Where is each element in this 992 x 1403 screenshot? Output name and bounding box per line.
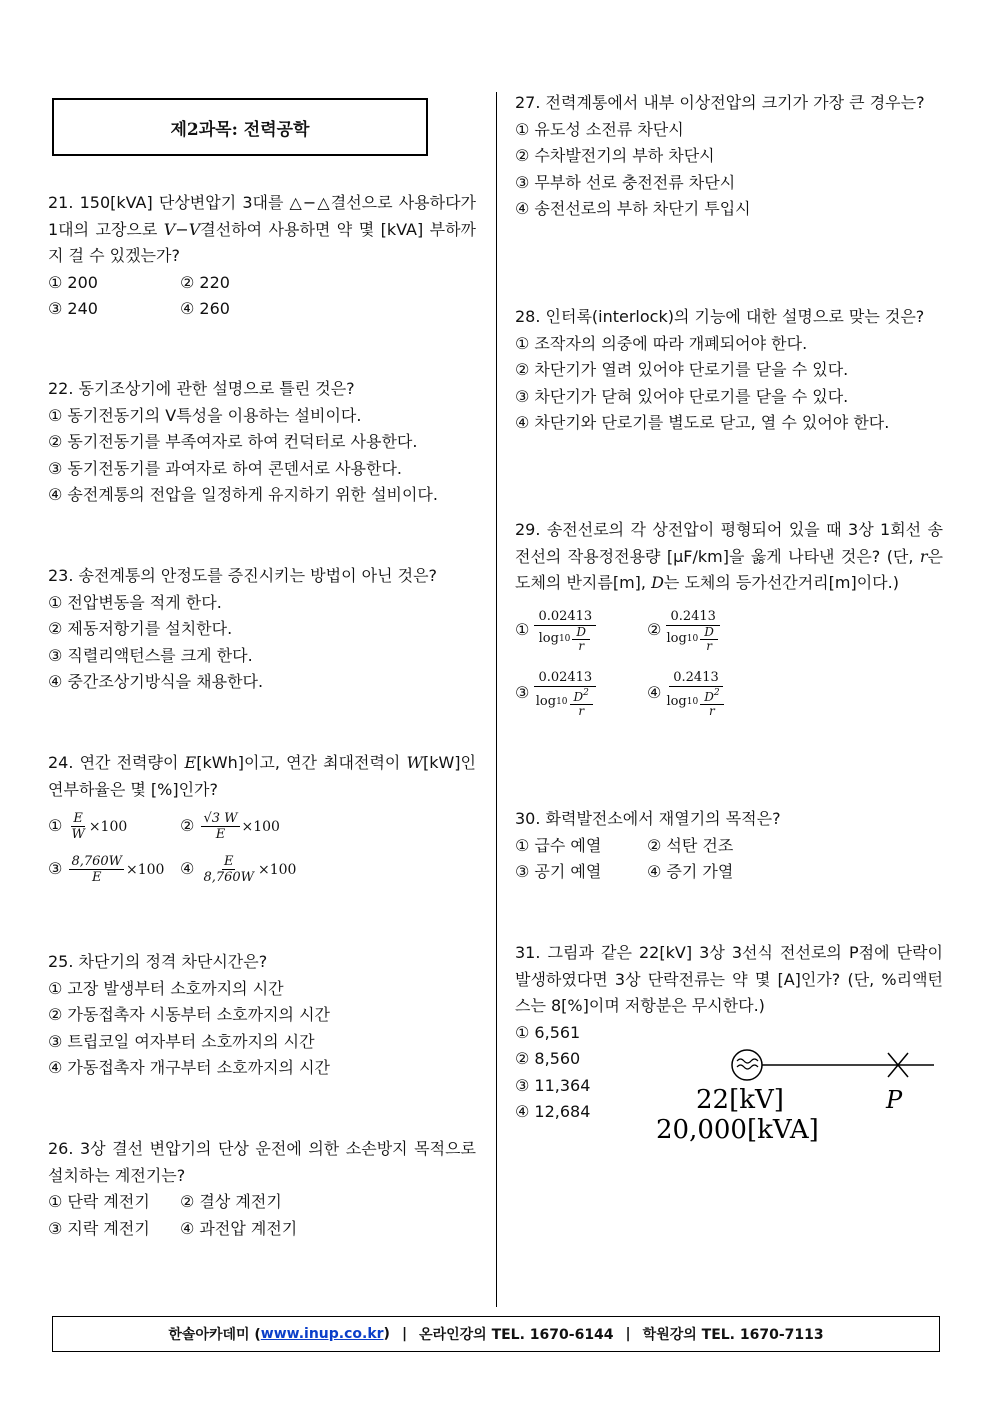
option-4[interactable]: ④ 0.2413 log 10 $\frac{D^2}{r}$	[647, 670, 726, 718]
option-3[interactable]: ③ 지락 계전기	[48, 1218, 150, 1238]
option-3[interactable]: ③ 무부하 선로 충전전류 차단시	[515, 172, 736, 192]
option-4[interactable]: ④ 12,684	[515, 1102, 591, 1121]
option-2[interactable]: ② 동기전동기를 부족여자로 하여 컨덕터로 사용한다.	[48, 432, 418, 451]
option-3[interactable]: ③ 직렬리액턴스를 크게 한다.	[48, 645, 253, 665]
option-3[interactable]: ③ 트립코일 여자부터 소호까지의 시간	[48, 1031, 315, 1051]
section-title: 제2과목: 전력공학	[52, 98, 428, 156]
option-3[interactable]: ③ 240	[48, 299, 98, 318]
option-4[interactable]: ④ 송전계통의 전압을 일정하게 유지하기 위한 설비이다.	[48, 485, 438, 504]
question-26-stem: 26. 3상 결선 변압기의 단상 운전에 의한 소손방지 목적으로 설치하는 계전기는?	[48, 1139, 476, 1185]
option-4[interactable]: ④ 260	[180, 299, 230, 318]
option-4[interactable]: ④ 과전압 계전기	[180, 1218, 298, 1238]
option-1[interactable]: ① $\frac{E}{W}$ ×100	[48, 810, 128, 842]
option-1[interactable]: ① 동기전동기의 V특성을 이용하는 설비이다.	[48, 405, 362, 425]
generator-icon	[732, 1050, 762, 1080]
offline-phone: 학원강의 TEL. 1670-7113	[642, 1327, 824, 1343]
option-1[interactable]: ① 전압변동을 적게 한다.	[48, 592, 222, 612]
option-1[interactable]: ① 고장 발생부터 소호까지의 시간	[48, 978, 284, 998]
option-2[interactable]: ② 석탄 건조	[647, 835, 734, 855]
question-27	[515, 90, 943, 223]
circuit-diagram	[650, 1040, 940, 1150]
option-2[interactable]: ② 결상 계전기	[180, 1192, 282, 1211]
question-24	[48, 750, 476, 887]
capacity-label: 20,000[kVA]	[656, 1115, 819, 1145]
question-30-stem: 30. 화력발전소에서 재열기의 목적은?	[515, 809, 781, 828]
academy-link[interactable]: www.inup.co.kr	[260, 1326, 384, 1342]
option-3[interactable]: ③ 동기전동기를 과여자로 하여 콘덴서로 사용한다.	[48, 458, 402, 478]
option-4[interactable]: ④ 중간조상기방식을 채용한다.	[48, 672, 264, 691]
option-4[interactable]: ④ 차단기와 단로기를 별도로 닫고, 열 수 있어야 한다.	[515, 413, 890, 432]
option-1[interactable]: ① 급수 예열	[515, 835, 602, 855]
question-21	[48, 190, 476, 323]
voltage-label: 22[kV]	[696, 1085, 784, 1115]
option-4[interactable]: ④ 가동접촉자 개구부터 소호까지의 시간	[48, 1058, 330, 1077]
option-2[interactable]: ② 제동저항기를 설치한다.	[48, 619, 233, 638]
option-1[interactable]: ① 단락 계전기	[48, 1192, 150, 1211]
question-29-stem: 29. 송전선로의 각 상전압이 평형되어 있을 때 3상 1회선 송전선의 작용정전용량 [μF/km]을 옳게 나타낸 것은? (단, r은 도체의 반지름[m], D는 도체의 등가선간거리[m]이다.)	[515, 520, 943, 592]
option-3[interactable]: ③ 차단기가 닫혀 있어야 단로기를 닫을 수 있다.	[515, 386, 849, 406]
question-23-stem: 23. 송전계통의 안정도를 증진시키는 방법이 아닌 것은?	[48, 566, 438, 585]
option-2[interactable]: ② 가동접촉자 시동부터 소호까지의 시간	[48, 1005, 330, 1024]
option-2[interactable]: ② $\frac{√3 W}{E}$ ×100	[180, 810, 280, 842]
question-23	[48, 563, 488, 696]
fault-point-label: P	[886, 1086, 903, 1114]
footer-bar: 한솔아카데미 ( www.inup.co.kr ) | 온라인강의 TEL. 1670-6144 | 학원강의 TEL. 1670-7113	[52, 1316, 940, 1352]
option-2[interactable]: ② 수차발전기의 부하 차단시	[515, 146, 715, 165]
option-4[interactable]: ④ 송전선로의 부하 차단기 투입시	[515, 199, 751, 218]
academy-name: 한솔아카데미 (	[168, 1327, 261, 1343]
question-21-stem: 21. 150[kVA] 단상변압기 3대를 △−△결선으로 사용하다가 1대의 고장으로 V−V결선하여 사용하면 약 몇 [kVA] 부하까지 걸 수 있겠는가?	[48, 193, 476, 265]
option-1[interactable]: ① 0.02413 log 10 $\frac{D}{r}$	[515, 609, 647, 653]
question-22	[48, 376, 488, 509]
question-28-stem: 28. 인터록(interlock)의 기능에 대한 설명으로 맞는 것은?	[515, 307, 925, 326]
question-24-stem: 24. 연간 전력량이 E[kWh]이고, 연간 최대전력이 W[kW]인 연부하율은 몇 [%]인가?	[48, 753, 476, 799]
option-3[interactable]: ③ 공기 예열	[515, 862, 602, 881]
question-27-stem: 27. 전력계통에서 내부 이상전압의 크기가 가장 큰 경우는?	[515, 93, 925, 112]
question-29	[515, 517, 943, 721]
footer-separator: |	[625, 1326, 631, 1342]
option-1[interactable]: ① 조작자의 의중에 따라 개폐되어야 한다.	[515, 333, 808, 353]
option-1[interactable]: ① 유도성 소전류 차단시	[515, 119, 684, 139]
option-4[interactable]: ④ $\frac{E}{8,760W}$ ×100	[180, 853, 297, 885]
question-26	[48, 1136, 476, 1242]
question-28	[515, 304, 943, 437]
online-phone: 온라인강의 TEL. 1670-6144	[419, 1327, 614, 1343]
option-2[interactable]: ② 8,560	[515, 1049, 581, 1068]
option-2[interactable]: ② 220	[180, 272, 230, 292]
option-3[interactable]: ③ 11,364	[515, 1075, 591, 1095]
footer-separator: |	[401, 1326, 408, 1342]
option-4[interactable]: ④ 증기 가열	[647, 862, 734, 881]
option-3[interactable]: ③ $\frac{8,760W}{E}$ ×100	[48, 853, 165, 885]
option-2[interactable]: ② 0.2413 log 10 $\frac{D}{r}$	[647, 609, 720, 653]
option-1[interactable]: ① 200	[48, 272, 98, 292]
column-divider	[496, 92, 497, 1307]
question-25	[48, 949, 488, 1082]
question-22-stem: 22. 동기조상기에 관한 설명으로 틀린 것은?	[48, 379, 355, 398]
option-2[interactable]: ② 차단기가 열려 있어야 단로기를 닫을 수 있다.	[515, 360, 849, 379]
question-30	[515, 806, 943, 886]
question-25-stem: 25. 차단기의 정격 차단시간은?	[48, 952, 268, 971]
option-1[interactable]: ① 6,561	[515, 1022, 581, 1042]
question-31-stem: 31. 그림과 같은 22[kV] 3상 3선식 전선로의 P점에 단락이 발생하였다면 3상 단락전류는 약 몇 [A]인가? (단, %리액턴스는 8[%]이며 저항분은 무시한다.)	[515, 943, 943, 1015]
option-3[interactable]: ③ 0.02413 log 10 $\frac{D^2}{r}$	[515, 670, 647, 718]
